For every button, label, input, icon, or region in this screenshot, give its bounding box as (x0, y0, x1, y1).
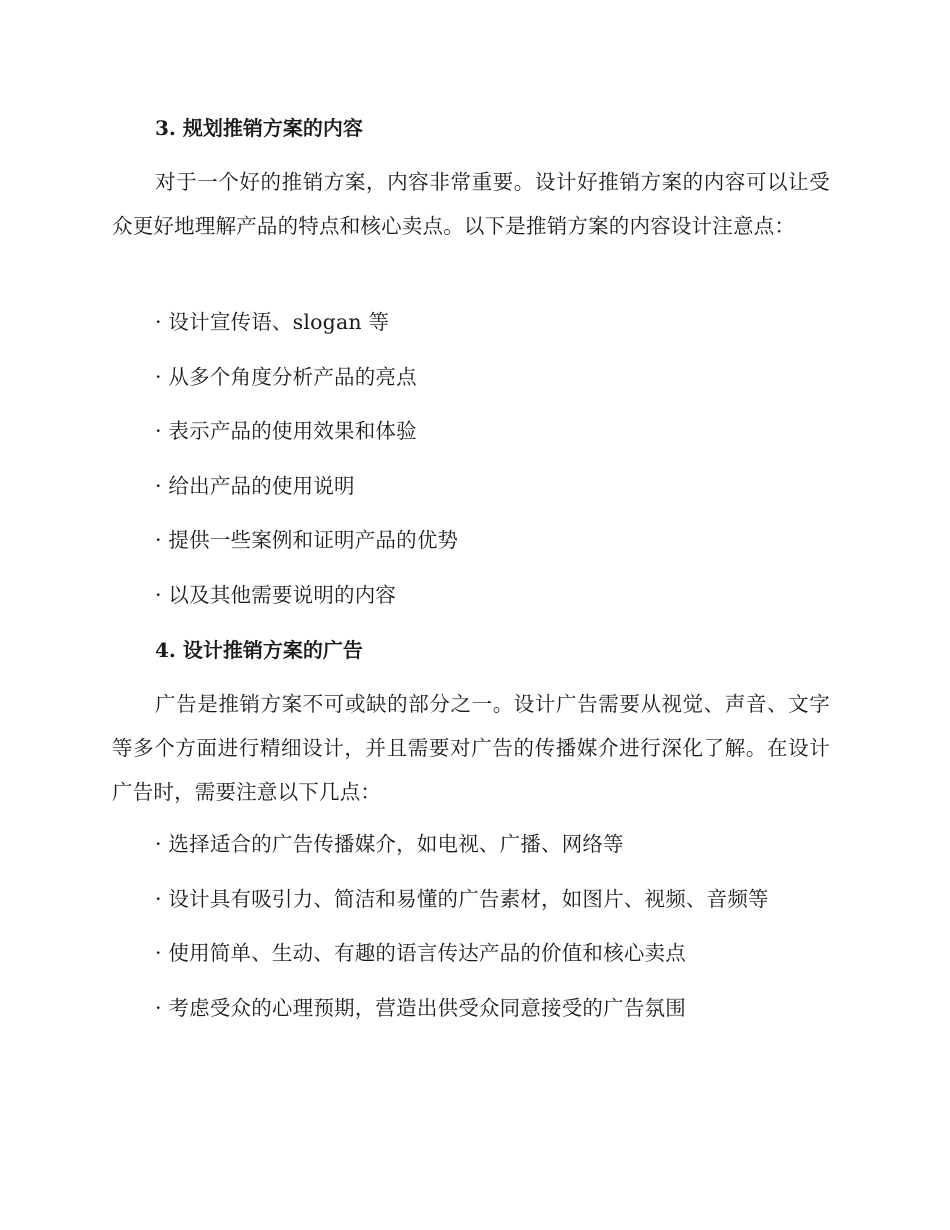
section-3-bullet-1: · 设计宣传语、slogan 等 (155, 310, 390, 334)
section-4-bullet-1: · 选择适合的广告传播媒介，如电视、广播、网络等 (155, 832, 624, 856)
section-3-bullet-3: · 表示产品的使用效果和体验 (155, 419, 417, 443)
section-3-bullet-6: · 以及其他需要说明的内容 (155, 583, 397, 607)
section-4-bullet-2: · 设计具有吸引力、简洁和易懂的广告素材，如图片、视频、音频等 (155, 887, 769, 911)
section-3-bullet-5: · 提供一些案例和证明产品的优势 (155, 528, 459, 552)
section-4-paragraph: 广告是推销方案不可或缺的部分之一。设计广告需要从视觉、声音、文字等多个方面进行精细设计，并且需要对广告的传播媒介进行深化了解。在设计广告时，需要注意以下几点： (112, 692, 830, 804)
section-3-bullet-4: · 给出产品的使用说明 (155, 474, 355, 498)
section-4-bullet-3: · 使用简单、生动、有趣的语言传达产品的价值和核心卖点 (155, 941, 686, 965)
section-3-paragraph: 对于一个好的推销方案，内容非常重要。设计好推销方案的内容可以让受众更好地理解产品的特点和核心卖点。以下是推销方案的内容设计注意点： (112, 170, 830, 238)
section-3-bullet-2: · 从多个角度分析产品的亮点 (155, 365, 417, 389)
section-3-heading: 3. 规划推销方案的内容 (155, 116, 363, 140)
section-4-heading: 4. 设计推销方案的广告 (155, 638, 363, 662)
section-4-bullet-4: · 考虑受众的心理预期，营造出供受众同意接受的广告氛围 (155, 996, 686, 1020)
